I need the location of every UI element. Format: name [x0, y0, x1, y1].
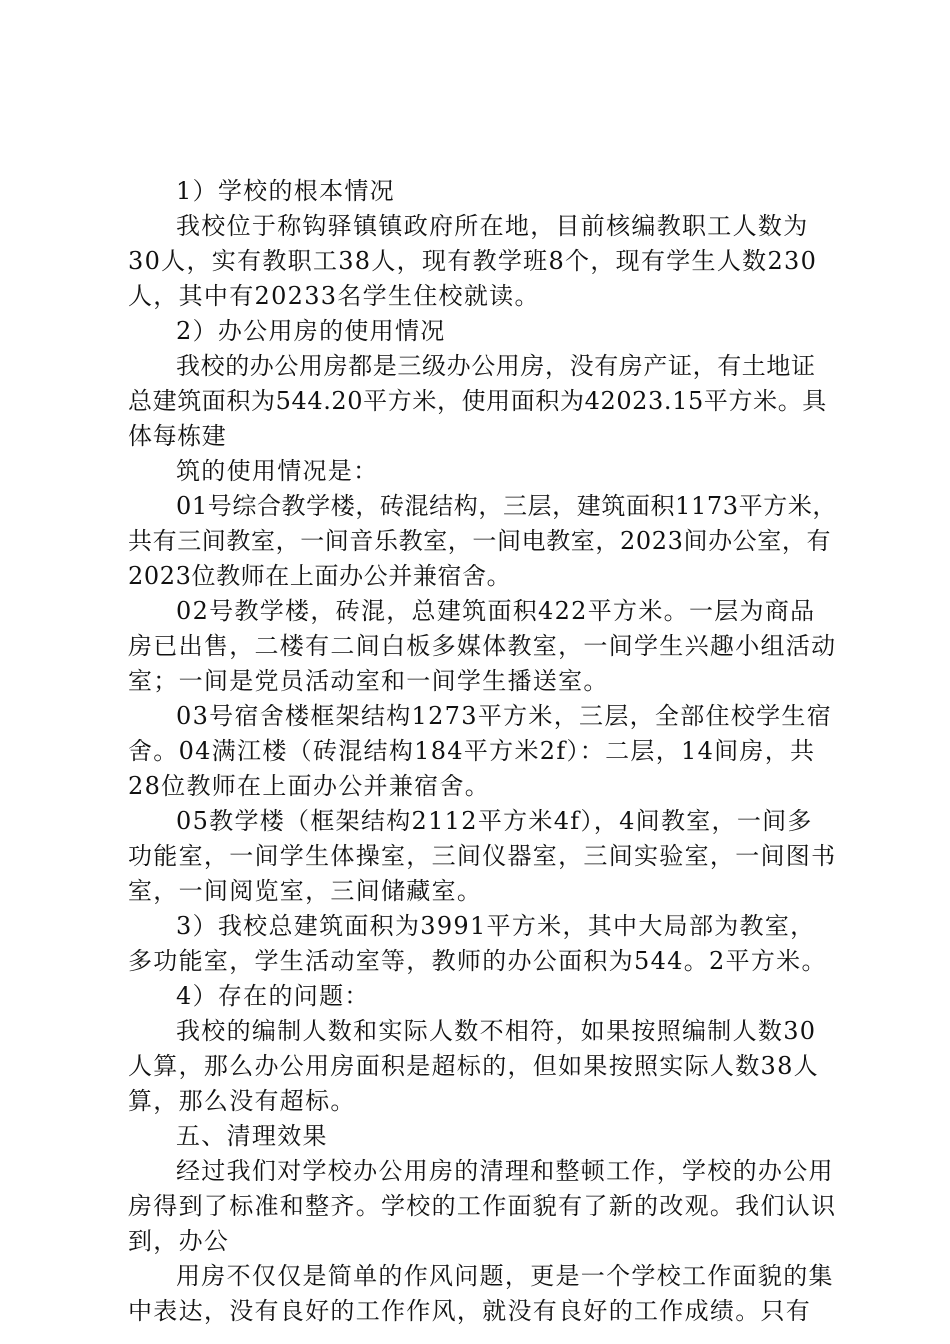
paragraph-problems: 我校的编制人数和实际人数不相符，如果按照编制人数30人算，那么办公用房面积是超标的，但如果按照实际人数38人算，那么没有超标。 [128, 1017, 819, 1115]
paragraph-building-01: 01号综合教学楼，砖混结构，三层，建筑面积1173平方米，共有三间教室，一间音乐教室，一间电教室，2023间办公室，有2023位教师在上面办公并兼宿舍。 [128, 492, 838, 590]
paragraph-building-05: 05教学楼（框架结构2112平方米4f），4间教室，一间多功能室，一间学生体操室，三间仪器室，三间实验室，一间图书室，一间阅览室，三间储藏室。 [128, 807, 837, 905]
heading-office-usage: 2）办公用房的使用情况 [176, 317, 446, 345]
heading-cleanup-results: 五、清理效果 [176, 1122, 328, 1150]
heading-school-basic-situation: 1）学校的根本情况 [176, 177, 395, 205]
paragraph-office-area: 我校的办公用房都是三级办公用房，没有房产证，有土地证总建筑面积为544.20平方米，使用面积为42023.15平方米。具体每栋建 [128, 352, 827, 450]
paragraph-building-02: 02号教学楼，砖混，总建筑面积422平方米。一层为商品房已出售，二楼有二间白板多媒体教室，一间学生兴趣小组活动室；一间是党员活动室和一间学生播送室。 [128, 597, 837, 695]
document-body [128, 174, 838, 1329]
heading-existing-problems: 4）存在的问题： [176, 982, 370, 1010]
paragraph-school-staff-students: 我校位于称钩驿镇镇政府所在地，目前核编教职工人数为30人，实有教职工38人，现有教学班8个，现有学生人数230人，其中有20233名学生住校就读。 [128, 212, 818, 310]
paragraph-total-area: 3）我校总建筑面积为3991平方米，其中大局部为教室，多功能室，学生活动室等，教师的办公面积为544。2平方米。 [128, 912, 827, 975]
paragraph-cleanup-results: 经过我们对学校办公用房的清理和整顿工作，学校的办公用房得到了标准和整齐。学校的工作面貌有了新的改观。我们认识到，办公 [128, 1157, 837, 1255]
paragraph-building-03-04: 03号宿舍楼框架结构1273平方米，三层，全部住校学生宿舍。04满江楼（砖混结构184平方米2f）：二层，14间房，共28位教师在上面办公并兼宿舍。 [128, 702, 833, 800]
paragraph-building-usage-intro: 筑的使用情况是： [176, 457, 379, 485]
paragraph-work-style: 用房不仅仅是简单的作风问题，更是一个学校工作面貌的集中表达，没有良好的工作作风，就没有良好的工作成绩。只有 [128, 1262, 834, 1325]
